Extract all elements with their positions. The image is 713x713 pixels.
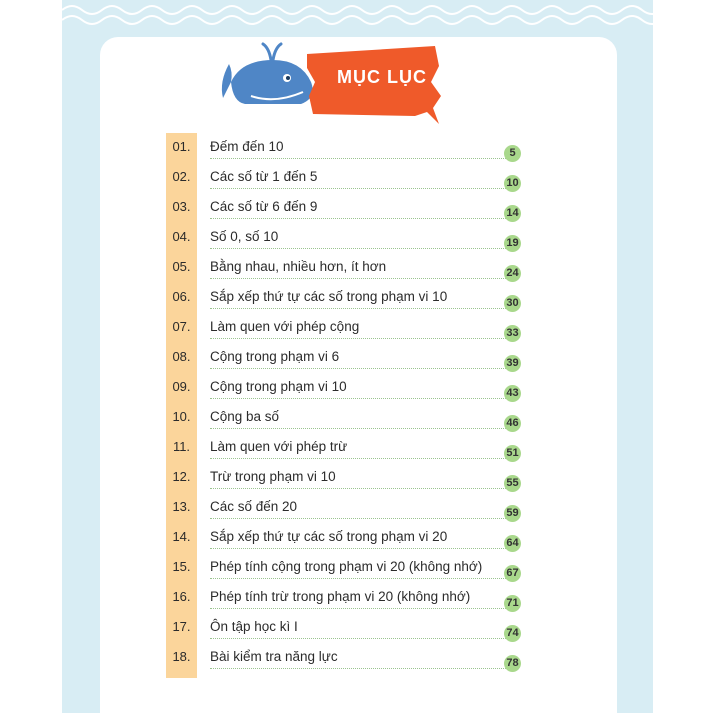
toc-number: 13. (172, 499, 191, 514)
page-number-badge: 5 (504, 145, 521, 162)
toc-row[interactable] (166, 194, 526, 224)
dotted-leader (210, 428, 506, 429)
toc-row[interactable] (166, 464, 526, 494)
toc-title[interactable]: Cộng trong phạm vi 10 (210, 379, 347, 394)
toc-number: 11. (172, 439, 191, 454)
toc-number: 16. (172, 589, 191, 604)
page-number-badge: 24 (504, 265, 521, 282)
toc-row[interactable] (166, 314, 526, 344)
dotted-leader (210, 368, 506, 369)
whale-icon (222, 44, 313, 104)
toc-title[interactable]: Sắp xếp thứ tự các số trong phạm vi 20 (210, 529, 448, 544)
toc-row[interactable] (166, 434, 526, 464)
page-number-badge: 67 (504, 565, 521, 582)
toc-number: 05. (172, 259, 191, 274)
toc-row[interactable] (166, 404, 526, 434)
toc-title[interactable]: Số 0, số 10 (210, 229, 279, 244)
page-number-badge: 43 (504, 385, 521, 402)
toc-title[interactable]: Bài kiểm tra năng lực (210, 649, 338, 664)
toc-title[interactable]: Phép tính cộng trong phạm vi 20 (không nhớ) (210, 559, 483, 574)
toc-title[interactable]: Đếm đến 10 (210, 139, 284, 154)
dotted-leader (210, 308, 506, 309)
dotted-leader (210, 608, 506, 609)
wave-border (62, 0, 653, 26)
dotted-leader (210, 578, 506, 579)
dotted-leader (210, 218, 506, 219)
toc-number: 14. (172, 529, 191, 544)
page-number-badge: 59 (504, 505, 521, 522)
page-number-badge: 74 (504, 625, 521, 642)
toc-number: 09. (172, 379, 191, 394)
dotted-leader (210, 158, 506, 159)
toc-row[interactable] (166, 164, 526, 194)
toc-title[interactable]: Các số đến 20 (210, 499, 298, 514)
toc-number: 10. (172, 409, 191, 424)
dotted-leader (210, 188, 506, 189)
toc-number: 18. (172, 649, 191, 664)
toc-row[interactable] (166, 374, 526, 404)
toc-row[interactable] (166, 524, 526, 554)
dotted-leader (210, 488, 506, 489)
dotted-leader (210, 638, 506, 639)
page-title: MỤC LỤC (337, 67, 427, 87)
dotted-leader (210, 338, 506, 339)
toc-title[interactable]: Các số từ 1 đến 5 (210, 169, 318, 184)
toc-row[interactable] (166, 584, 526, 614)
page-number-badge: 10 (504, 175, 521, 192)
toc-row[interactable] (166, 344, 526, 374)
toc-row[interactable] (166, 284, 526, 314)
toc-title[interactable]: Ôn tập học kì I (210, 619, 298, 634)
toc-row[interactable] (166, 254, 526, 284)
toc-number: 04. (172, 229, 191, 244)
toc-row[interactable] (166, 224, 526, 254)
page-number-badge: 14 (504, 205, 521, 222)
page-number-badge: 39 (504, 355, 521, 372)
toc-row[interactable] (166, 554, 526, 584)
toc-title[interactable]: Làm quen với phép cộng (210, 319, 360, 334)
toc-number: 03. (172, 199, 191, 214)
page-number-badge: 64 (504, 535, 521, 552)
toc-row[interactable] (166, 134, 526, 164)
page-number-badge: 46 (504, 415, 521, 432)
dotted-leader (210, 398, 506, 399)
toc-title[interactable]: Làm quen với phép trừ (210, 439, 348, 454)
page-number-badge: 33 (504, 325, 521, 342)
dotted-leader (210, 548, 506, 549)
toc-number: 06. (172, 289, 191, 304)
toc-number: 15. (172, 559, 191, 574)
toc-row[interactable] (166, 644, 526, 674)
toc-row[interactable] (166, 614, 526, 644)
toc-title[interactable]: Cộng trong phạm vi 6 (210, 349, 340, 364)
toc-title[interactable]: Phép tính trừ trong phạm vi 20 (không nhớ) (210, 589, 471, 604)
page-number-badge: 55 (504, 475, 521, 492)
page-number-badge: 78 (504, 655, 521, 672)
toc-number: 07. (172, 319, 191, 334)
toc-title[interactable]: Các số từ 6 đến 9 (210, 199, 318, 214)
dotted-leader (210, 458, 506, 459)
dotted-leader (210, 278, 506, 279)
page-number-badge: 19 (504, 235, 521, 252)
toc-number: 01. (172, 139, 191, 154)
toc-title[interactable]: Bằng nhau, nhiều hơn, ít hơn (210, 259, 387, 274)
toc-row[interactable] (166, 494, 526, 524)
toc-number: 12. (172, 469, 191, 484)
dotted-leader (210, 668, 506, 669)
page-number-badge: 71 (504, 595, 521, 612)
toc-number: 17. (172, 619, 191, 634)
page-number-badge: 51 (504, 445, 521, 462)
dotted-leader (210, 518, 506, 519)
toc-number: 02. (172, 169, 191, 184)
page-number-badge: 30 (504, 295, 521, 312)
dotted-leader (210, 248, 506, 249)
toc-title[interactable]: Sắp xếp thứ tự các số trong phạm vi 10 (210, 289, 448, 304)
toc-title[interactable]: Trừ trong phạm vi 10 (210, 469, 336, 484)
toc-title[interactable]: Cộng ba số (210, 409, 280, 424)
toc-number: 08. (172, 349, 191, 364)
